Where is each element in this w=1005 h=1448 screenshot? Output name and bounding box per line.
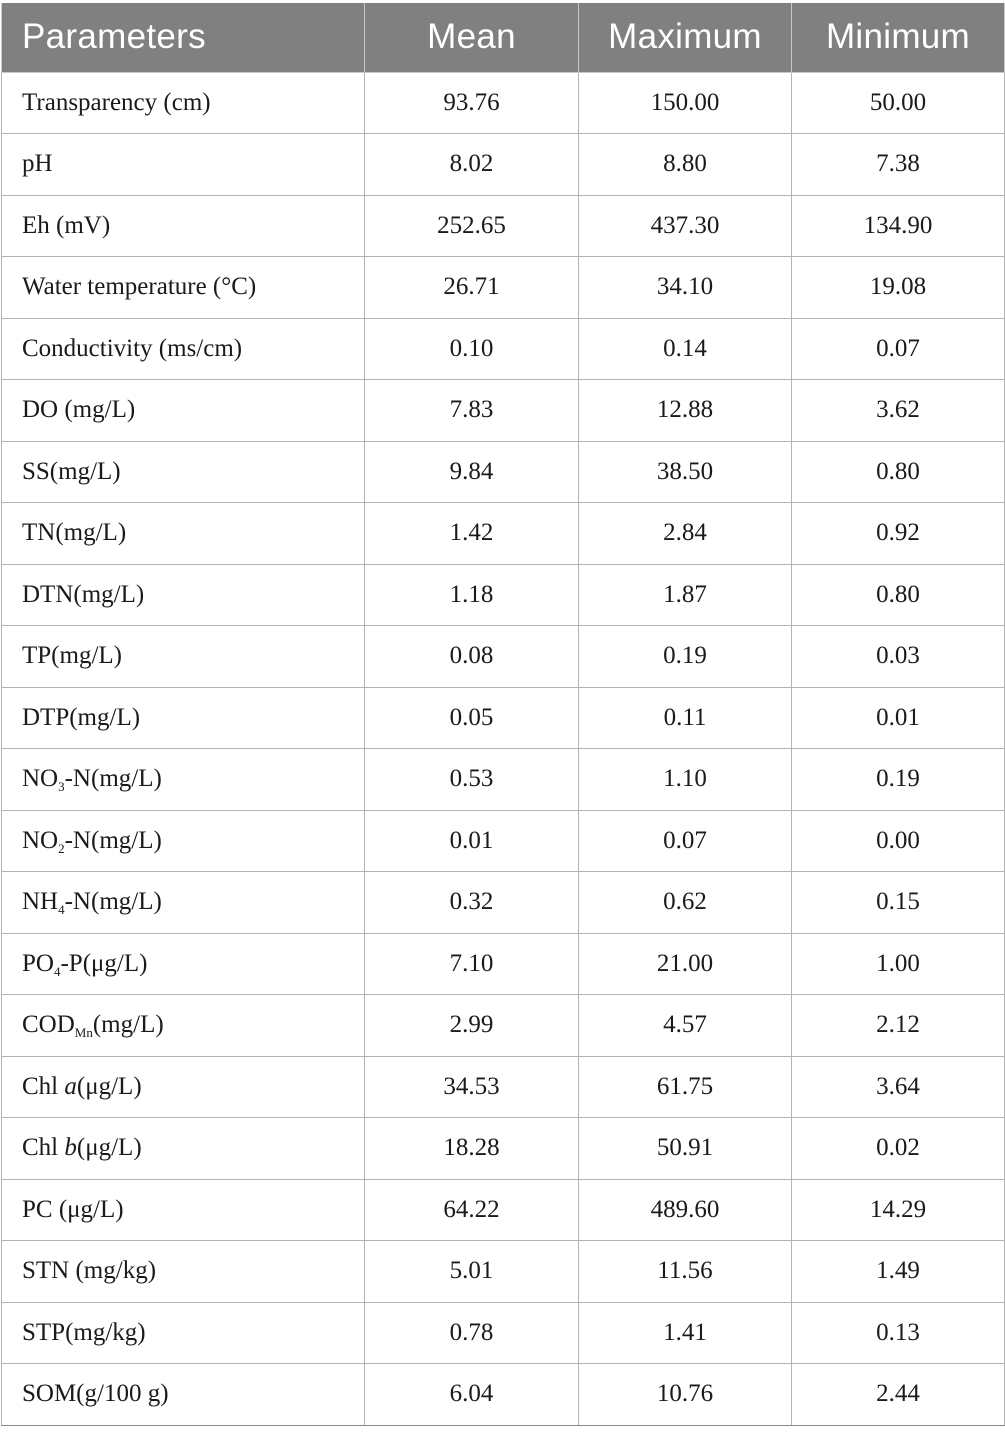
parameter-label: PO (22, 949, 54, 977)
minimum-cell: 134.90 (792, 195, 1005, 257)
minimum-cell: 0.02 (792, 1118, 1005, 1180)
parameter-cell (2, 257, 365, 319)
minimum-cell: 0.80 (792, 441, 1005, 503)
parameter-label: SS(mg/L) (22, 457, 121, 485)
parameter-subscript: 4 (58, 902, 65, 918)
parameter-label: STP(mg/kg) (22, 1318, 146, 1346)
maximum-cell: 1.87 (579, 564, 792, 626)
table-row (2, 72, 1005, 134)
minimum-cell: 7.38 (792, 134, 1005, 196)
minimum-cell: 3.64 (792, 1056, 1005, 1118)
parameter-label: SOM(g/100 g) (22, 1380, 169, 1408)
minimum-cell: 2.12 (792, 995, 1005, 1057)
minimum-cell: 1.49 (792, 1241, 1005, 1303)
mean-cell: 252.65 (365, 195, 579, 257)
parameter-cell (2, 318, 365, 380)
maximum-cell: 50.91 (579, 1118, 792, 1180)
parameter-cell (2, 380, 365, 442)
table-row (2, 872, 1005, 934)
parameter-cell (2, 564, 365, 626)
minimum-cell: 19.08 (792, 257, 1005, 319)
parameter-label: DTN(mg/L) (22, 580, 145, 608)
mean-cell: 0.53 (365, 749, 579, 811)
maximum-cell: 2.84 (579, 503, 792, 565)
parameter-cell (2, 503, 365, 565)
parameter-unit: -N(mg/L) (64, 888, 162, 916)
parameter-label: NO (22, 826, 59, 854)
parameter-label: COD (22, 1011, 75, 1039)
parameter-label: pH (22, 150, 53, 178)
parameter-cell (2, 1364, 365, 1426)
table-row (2, 933, 1005, 995)
minimum-cell: 2.44 (792, 1364, 1005, 1426)
maximum-cell: 1.10 (579, 749, 792, 811)
mean-cell: 7.83 (365, 380, 579, 442)
minimum-cell: 14.29 (792, 1179, 1005, 1241)
mean-cell: 1.18 (365, 564, 579, 626)
minimum-cell: 0.01 (792, 687, 1005, 749)
parameter-label: TP(mg/L) (22, 642, 122, 670)
mean-cell: 0.08 (365, 626, 579, 688)
minimum-cell: 0.07 (792, 318, 1005, 380)
table-row (2, 1302, 1005, 1364)
maximum-cell: 0.19 (579, 626, 792, 688)
maximum-cell: 0.14 (579, 318, 792, 380)
mean-cell: 0.32 (365, 872, 579, 934)
table-row (2, 1118, 1005, 1180)
parameter-subscript: Mn (74, 1025, 93, 1041)
parameter-label: Transparency (cm) (22, 88, 211, 116)
mean-cell: 18.28 (365, 1118, 579, 1180)
parameter-cell (2, 872, 365, 934)
parameter-label: Eh (mV) (22, 211, 111, 239)
parameter-label: NO (22, 765, 59, 793)
parameter-cell (2, 1056, 365, 1118)
parameter-cell (2, 195, 365, 257)
maximum-cell: 61.75 (579, 1056, 792, 1118)
parameter-cell (2, 441, 365, 503)
parameter-label: Chl (22, 1134, 65, 1162)
parameter-unit: -P(μg/L) (60, 949, 148, 977)
parameter-label: TN(mg/L) (22, 519, 127, 547)
table-row (2, 195, 1005, 257)
maximum-cell: 150.00 (579, 72, 792, 134)
parameter-italic: a (64, 1072, 77, 1100)
maximum-cell: 21.00 (579, 933, 792, 995)
table-row (2, 749, 1005, 811)
mean-cell: 2.99 (365, 995, 579, 1057)
table-row (2, 687, 1005, 749)
parameter-unit: -N(mg/L) (64, 765, 162, 793)
mean-cell: 64.22 (365, 1179, 579, 1241)
header-maximum: Maximum (579, 3, 792, 72)
parameter-subscript: 4 (53, 963, 61, 979)
parameter-cell (2, 749, 365, 811)
mean-cell: 1.42 (365, 503, 579, 565)
minimum-cell: 0.00 (792, 810, 1005, 872)
table-row (2, 318, 1005, 380)
mean-cell: 7.10 (365, 933, 579, 995)
table-row (2, 380, 1005, 442)
parameter-label: PC (μg/L) (22, 1195, 124, 1223)
parameter-cell (2, 810, 365, 872)
maximum-cell: 38.50 (579, 441, 792, 503)
parameter-unit: (μg/L) (76, 1072, 142, 1100)
table-header (2, 3, 1005, 72)
minimum-cell: 0.13 (792, 1302, 1005, 1364)
header-row (2, 3, 1005, 72)
table-row (2, 134, 1005, 196)
maximum-cell: 4.57 (579, 995, 792, 1057)
parameter-cell (2, 687, 365, 749)
minimum-cell: 0.03 (792, 626, 1005, 688)
parameter-cell (2, 1118, 365, 1180)
parameter-cell (2, 626, 365, 688)
mean-cell: 8.02 (365, 134, 579, 196)
parameter-cell (2, 134, 365, 196)
parameter-subscript: 2 (58, 840, 65, 856)
parameter-label: Chl (22, 1072, 65, 1100)
maximum-cell: 10.76 (579, 1364, 792, 1426)
mean-cell: 0.10 (365, 318, 579, 380)
parameter-cell (2, 995, 365, 1057)
maximum-cell: 0.11 (579, 687, 792, 749)
parameter-italic: b (64, 1134, 77, 1162)
parameter-unit: (μg/L) (76, 1134, 142, 1162)
mean-cell: 9.84 (365, 441, 579, 503)
parameter-label: STN (mg/kg) (22, 1257, 157, 1285)
parameter-cell (2, 1179, 365, 1241)
header-mean: Mean (365, 3, 579, 72)
table-row (2, 1056, 1005, 1118)
maximum-cell: 34.10 (579, 257, 792, 319)
table-row (2, 1241, 1005, 1303)
minimum-cell: 0.92 (792, 503, 1005, 565)
parameter-cell (2, 72, 365, 134)
mean-cell: 93.76 (365, 72, 579, 134)
mean-cell: 34.53 (365, 1056, 579, 1118)
parameter-cell (2, 933, 365, 995)
parameter-label: Water temperature (°C) (22, 273, 257, 301)
maximum-cell: 0.62 (579, 872, 792, 934)
parameter-unit: (mg/L) (92, 1011, 164, 1039)
maximum-cell: 12.88 (579, 380, 792, 442)
maximum-cell: 8.80 (579, 134, 792, 196)
mean-cell: 0.05 (365, 687, 579, 749)
table-row (2, 1364, 1005, 1426)
maximum-cell: 11.56 (579, 1241, 792, 1303)
parameter-label: NH (22, 888, 59, 916)
minimum-cell: 0.19 (792, 749, 1005, 811)
parameter-cell (2, 1241, 365, 1303)
header-parameters: Parameters (2, 3, 365, 72)
table-row (2, 503, 1005, 565)
parameter-label: DO (mg/L) (22, 396, 136, 424)
parameter-unit: -N(mg/L) (64, 826, 162, 854)
minimum-cell: 50.00 (792, 72, 1005, 134)
table-row (2, 441, 1005, 503)
maximum-cell: 1.41 (579, 1302, 792, 1364)
mean-cell: 0.78 (365, 1302, 579, 1364)
header-minimum: Minimum (792, 3, 1005, 72)
minimum-cell: 0.15 (792, 872, 1005, 934)
maximum-cell: 437.30 (579, 195, 792, 257)
mean-cell: 0.01 (365, 810, 579, 872)
table-row (2, 257, 1005, 319)
maximum-cell: 0.07 (579, 810, 792, 872)
parameter-cell (2, 1302, 365, 1364)
parameters-table (1, 3, 1005, 1426)
table-row (2, 564, 1005, 626)
table-row (2, 995, 1005, 1057)
minimum-cell: 3.62 (792, 380, 1005, 442)
maximum-cell: 489.60 (579, 1179, 792, 1241)
parameter-label: Conductivity (ms/cm) (22, 334, 243, 362)
mean-cell: 6.04 (365, 1364, 579, 1426)
parameter-label: DTP(mg/L) (22, 703, 141, 731)
minimum-cell: 1.00 (792, 933, 1005, 995)
mean-cell: 5.01 (365, 1241, 579, 1303)
table-body (2, 72, 1005, 1425)
table-row (2, 1179, 1005, 1241)
minimum-cell: 0.80 (792, 564, 1005, 626)
table-row (2, 810, 1005, 872)
mean-cell: 26.71 (365, 257, 579, 319)
table-row (2, 626, 1005, 688)
parameter-subscript: 3 (58, 779, 65, 795)
